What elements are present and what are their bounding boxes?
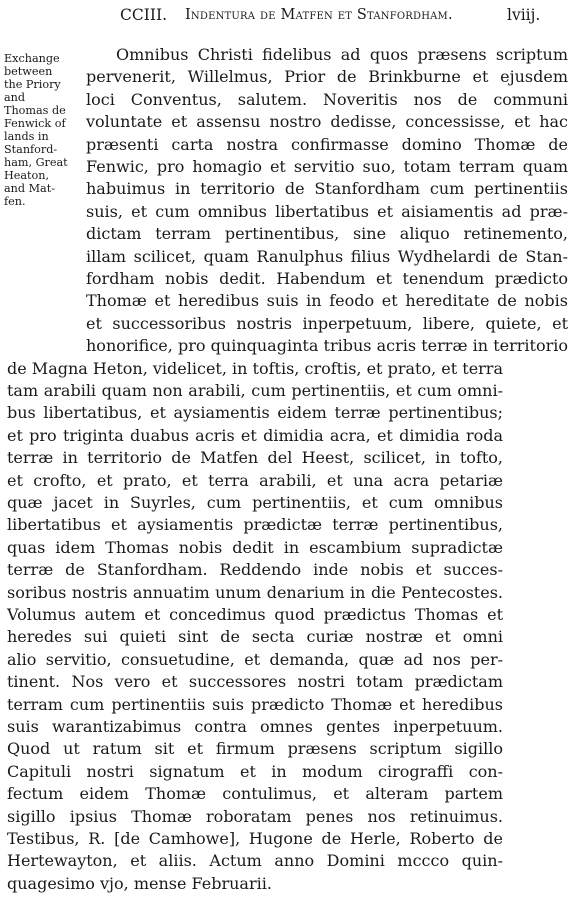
text-line: suis, et cum omnibus libertatibus et aisiamentis ad præ- [86, 201, 568, 221]
charter-title: Indentura de Matfen et Stanfordham. [185, 7, 453, 23]
text-line: tam arabili quam non arabili, cum pertinentiis, et cum omni- [7, 381, 503, 400]
text-line: pervenerit, Willelmus, Prior de Brinkburne et ejusdem [86, 67, 568, 87]
text-line: loci Conventus, salutem. Noveritis nos de communi [86, 89, 568, 109]
text-line: de Magna Heton, videlicet, in toftis, croftis, et prato, et terra [7, 358, 503, 378]
text-line: terram cum pertinentiis suis prædicto Thomæ et heredibus [7, 694, 503, 714]
text-line: fectum eidem Thomæ contulimus, et alteram partem [7, 784, 503, 804]
text-line: Capituli nostri signatum et in modum cirograffi con- [7, 761, 503, 781]
text-line: bus libertatibus, et aysiamentis eidem terræ pertinentibus; [7, 403, 503, 423]
marginal-note-line: lands in [4, 130, 49, 143]
text-line: Fenwic, pro homagio et servitio suo, totam terram quam [86, 157, 568, 176]
marginal-note-line: Heaton, [4, 169, 50, 182]
marginal-note-line: Thomas de [4, 104, 66, 117]
marginal-note-line: and [4, 91, 26, 104]
folio-number: lviij. [507, 6, 541, 24]
running-header [0, 6, 575, 28]
text-line: Volumus autem et concedimus quod prædictus Thomas et [7, 605, 503, 624]
text-line: quas idem Thomas nobis dedit in escambium supradictæ [7, 537, 503, 557]
marginal-note-line: and Mat- [4, 182, 55, 195]
text-line: dictam terram pertinentibus, sine aliquo retinemento, [86, 224, 568, 244]
marginal-note-line: between [4, 65, 53, 78]
text-line: alio servitio, consuetudine, et demanda, quæ ad nos per- [7, 649, 503, 669]
text-line: sigillo ipsius Thomæ roboratam penes nos retinuimus. [7, 806, 503, 826]
marginal-note-line: Stanford- [4, 143, 58, 156]
text-line: libertatibus et aysiamentis prædictæ terræ pertinentibus, [7, 515, 503, 535]
text-line: soribus nostris annuatim unum denarium in die Pentecostes. [7, 582, 503, 602]
text-line: Quod ut ratum sit et firmum præsens scriptum sigillo [7, 739, 503, 759]
text-line: suis warantizabimus contra omnes gentes inperpetuum. [7, 717, 503, 736]
text-line: et crofto, et prato, et terra arabili, et una acra petariæ [7, 470, 503, 490]
charter-number: CCIII. [120, 6, 168, 24]
text-line: habuimus in territorio de Stanfordham cum pertinentiis [86, 179, 568, 199]
text-line: et successoribus nostris inperpetuum, libere, quiete, et [86, 313, 568, 333]
marginal-note-line: Fenwick of [4, 117, 66, 130]
marginal-note [4, 52, 76, 208]
marginal-note-line: Exchange [4, 52, 60, 65]
text-line: Hertewayton, et aliis. Actum anno Domini mccco quin- [7, 851, 503, 871]
text-line: præsenti carta nostra confirmasse domino Thomæ de [86, 134, 568, 154]
text-line: Omnibus Christi fidelibus ad quos præsens scriptum [116, 45, 568, 64]
marginal-note-line: the Priory [4, 78, 61, 91]
marginal-note-line: ham, Great [4, 156, 68, 169]
text-line: quæ jacet in Suyrles, cum pertinentiis, et cum omnibus [7, 493, 503, 512]
text-line: fordham nobis dedit. Habendum et tenendum prædicto [86, 269, 568, 288]
text-line: honorifice, pro quinquaginta tribus acris terræ in territorio [86, 336, 568, 356]
text-line: heredes sui quieti sint de secta curiæ nostræ et omni [7, 627, 503, 647]
text-line: et pro triginta duabus acris et dimidia acra, et dimidia roda [7, 425, 503, 445]
text-line: voluntate et assensu nostro dedisse, concessisse, et hac [86, 112, 568, 132]
text-line: terræ de Stanfordham. Reddendo inde nobis et succes- [7, 560, 503, 580]
text-line: illam scilicet, quam Ranulphus filius Wydhelardi de Stan- [86, 246, 568, 266]
marginal-note-line: fen. [4, 195, 26, 208]
text-line: Testibus, R. [de Camhowe], Hugone de Herle, Roberto de [7, 829, 503, 848]
text-line: Thomæ et heredibus suis in feodo et hereditate de nobis [86, 291, 568, 311]
text-line: quagesimo vjo, mense Februarii. [7, 873, 272, 893]
text-line: terræ in territorio de Matfen del Heest, scilicet, in tofto, [7, 448, 503, 468]
text-line: tinent. Nos vero et successores nostri totam prædictam [7, 672, 503, 692]
